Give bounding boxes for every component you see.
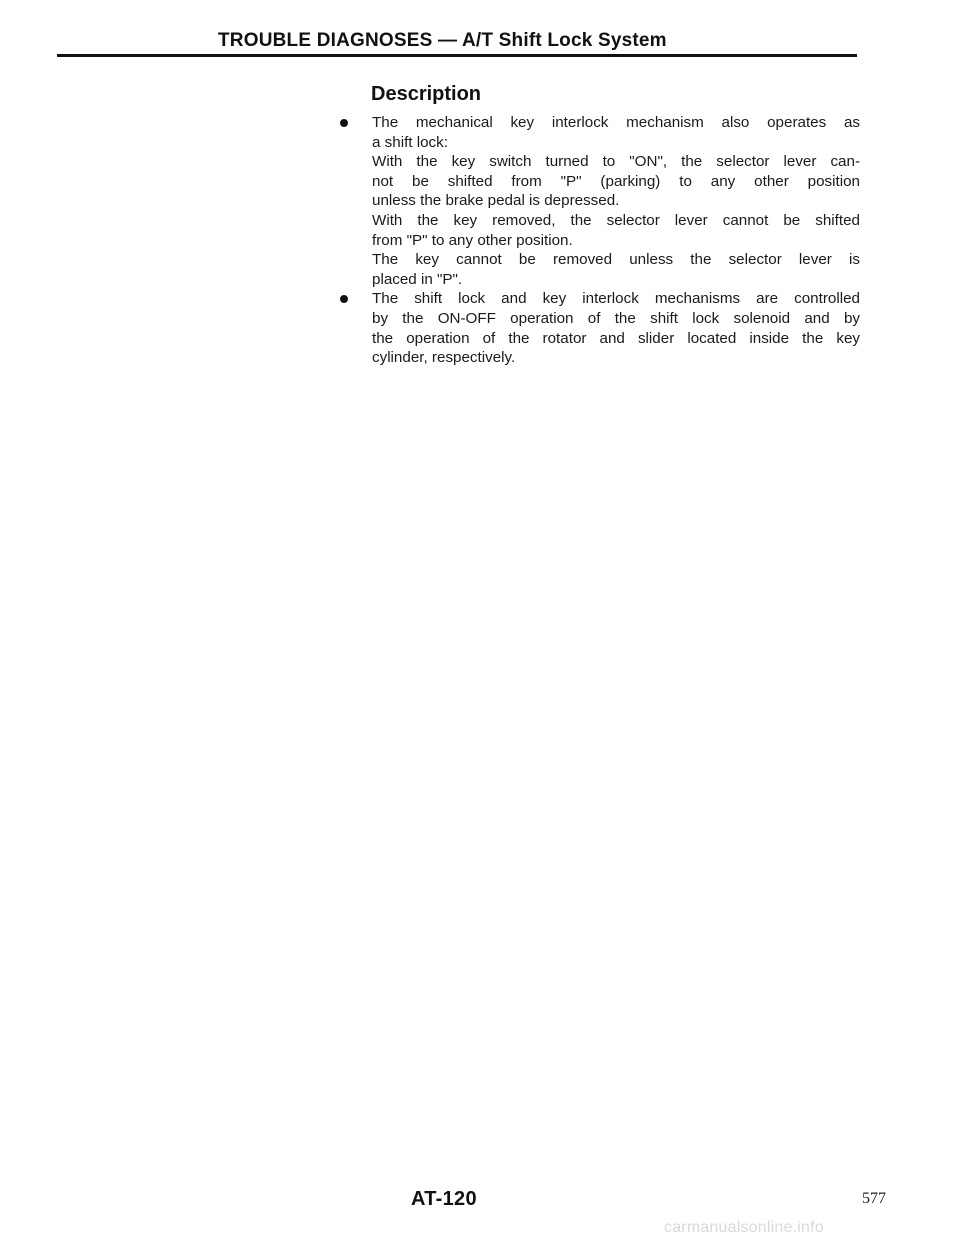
section-title: Description <box>371 83 482 105</box>
text-line: cylinder, respectively. <box>372 349 516 367</box>
text-line: by the ON-OFF operation of the shift lock solenoid and by <box>372 309 860 327</box>
text-line: The key cannot be removed unless the selector lever is <box>372 251 860 269</box>
text-line: With the key switch turned to "ON", the selector lever can- <box>372 153 860 171</box>
text-line: unless the brake pedal is depressed. <box>372 192 620 210</box>
text-line: With the key removed, the selector lever cannot be shifted <box>372 211 860 229</box>
text-line: a shift lock: <box>372 133 448 151</box>
text-line: the operation of the rotator and slider located inside the key <box>372 329 860 347</box>
text-line: from "P" to any other position. <box>372 231 573 249</box>
description-content <box>340 113 860 368</box>
bullet-dot-icon <box>340 119 348 127</box>
bullet-item-1 <box>340 113 860 289</box>
page-number: 577 <box>862 1190 886 1207</box>
text-line: The mechanical key interlock mechanism also operates as <box>372 114 860 131</box>
page-header-title: TROUBLE DIAGNOSES — A/T Shift Lock System <box>218 30 667 51</box>
bullet-item-2 <box>340 289 860 367</box>
text-line: not be shifted from "P" (parking) to any other position <box>372 172 860 190</box>
header-divider <box>57 54 857 57</box>
text-line: The shift lock and key interlock mechanisms are controlled <box>372 290 860 308</box>
page-code: AT-120 <box>411 1188 477 1210</box>
text-line: placed in "P". <box>372 270 463 288</box>
bullet-dot-icon <box>340 295 348 303</box>
watermark-text: carmanualsonline.info <box>664 1219 824 1236</box>
